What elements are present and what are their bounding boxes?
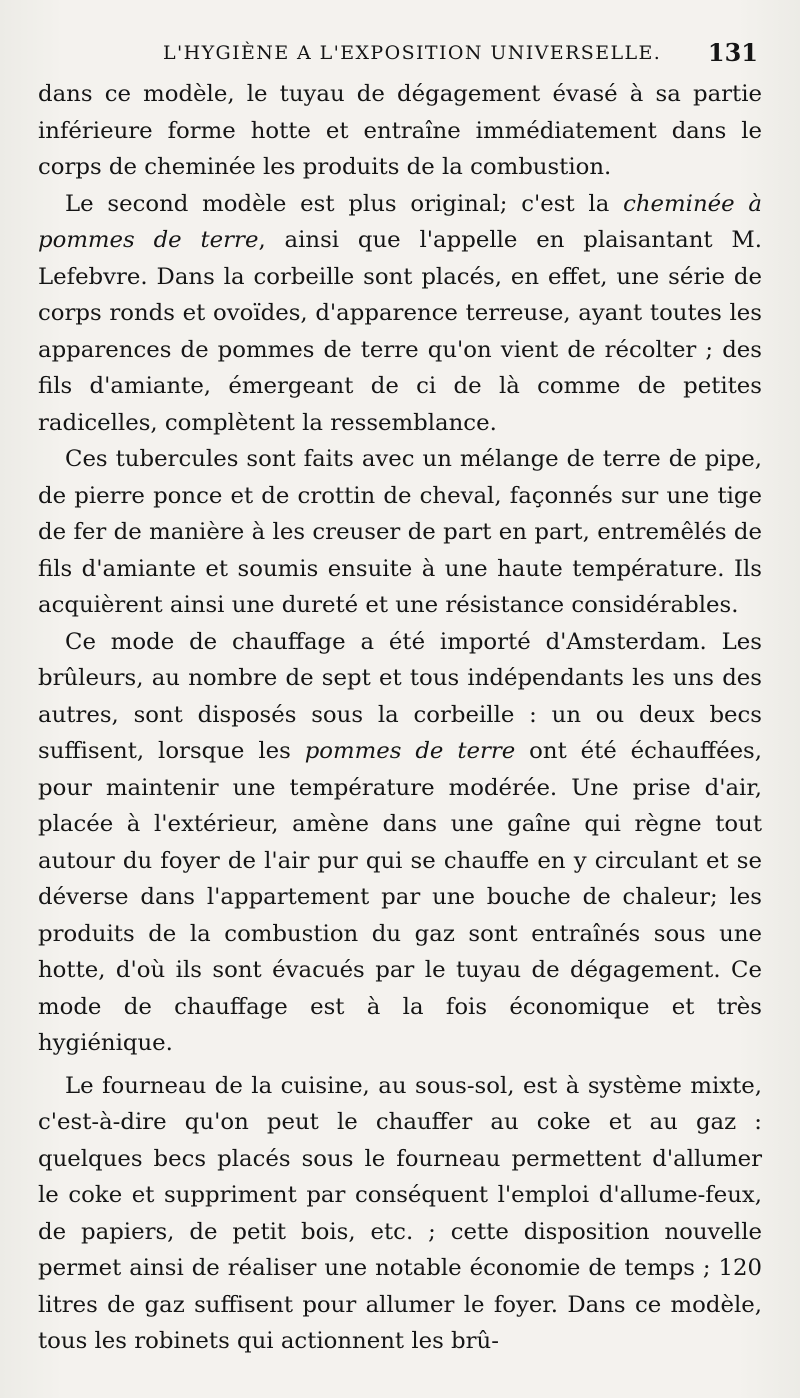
paragraph-text: Le fourneau de la cuisine, au sous-sol, est à système mixte, c'est-à-dire qu'on peut le chauffer au coke et au gaz : quelques becs placés sous le fourneau permettent d'allumer le coke et suppriment par conséquent l'emploi d'allume-feux, de papiers, de petit bois, etc. ; cette disposition nouvelle permet ainsi de réaliser une notable économie de temps ; 120 litres de gaz suffisent pour allumer le foyer. Dans ce modèle, tous les robinets qui actionnent les brû-	[38, 1072, 762, 1354]
paragraph-text: Ces tubercules sont faits avec un mélange de terre de pipe, de pierre ponce et de crottin de cheval, façonnés sur une tige de fer de manière à les creuser de part en part, entremêlés de fils d'amiante et soumis ensuite à une haute température. Ils acquièrent ainsi une dureté et une résistance considérables.	[38, 446, 762, 618]
paragraph-text: dans ce modèle, le tuyau de dégagement évasé à sa partie inférieure forme hotte et entraîne immédiatement dans le corps de cheminée les produits de la combustion.	[38, 81, 762, 180]
page-number: 131	[707, 38, 758, 67]
paragraph-text: Le second modèle est plus original; c'est la	[65, 190, 624, 217]
paragraph-text: ont été échauffées, pour maintenir une température modérée. Une prise d'air, placée à l'extérieur, amène dans une gaîne qui règne tout autour du foyer de l'air pur qui se chauffe en y circulant et se déverse dans l'appartement par une bouche de chaleur; les produits de la combustion du gaz sont entraînés sous une hotte, d'où ils sont évacués par le tuyau de dégagement. Ce mode de chauffage est à la fois économique et très hygiénique.	[38, 738, 762, 1056]
paragraph-2	[38, 186, 762, 442]
page-header	[38, 36, 758, 70]
paragraph-1	[38, 76, 762, 186]
italic-term: cheminée à pommes de terre	[38, 190, 762, 253]
paragraph-3	[38, 441, 762, 624]
running-title: L'HYGIÈNE A L'EXPOSITION UNIVERSELLE.	[163, 42, 662, 64]
paragraph-5	[38, 1068, 762, 1360]
paragraph-4	[38, 624, 762, 1062]
paragraph-text: , ainsi que l'appelle en plaisantant M. Lefebvre. Dans la corbeille sont placés, en effet, une série de corps ronds et ovoïdes, d'apparence terreuse, ayant toutes les apparences de pommes de terre qu'on vient de récolter ; des fils d'amiante, émergeant de ci de là comme de petites radicelles, complètent la ressemblance.	[38, 227, 762, 436]
italic-term: pommes de terre	[304, 738, 516, 764]
body-text	[38, 76, 762, 1360]
paragraph-text: Ce mode de chauffage a été importé d'Amsterdam. Les brûleurs, au nombre de sept et tous indépendants les uns des autres, sont disposés sous la corbeille : un ou deux becs suffisent, lorsque les	[38, 628, 762, 764]
